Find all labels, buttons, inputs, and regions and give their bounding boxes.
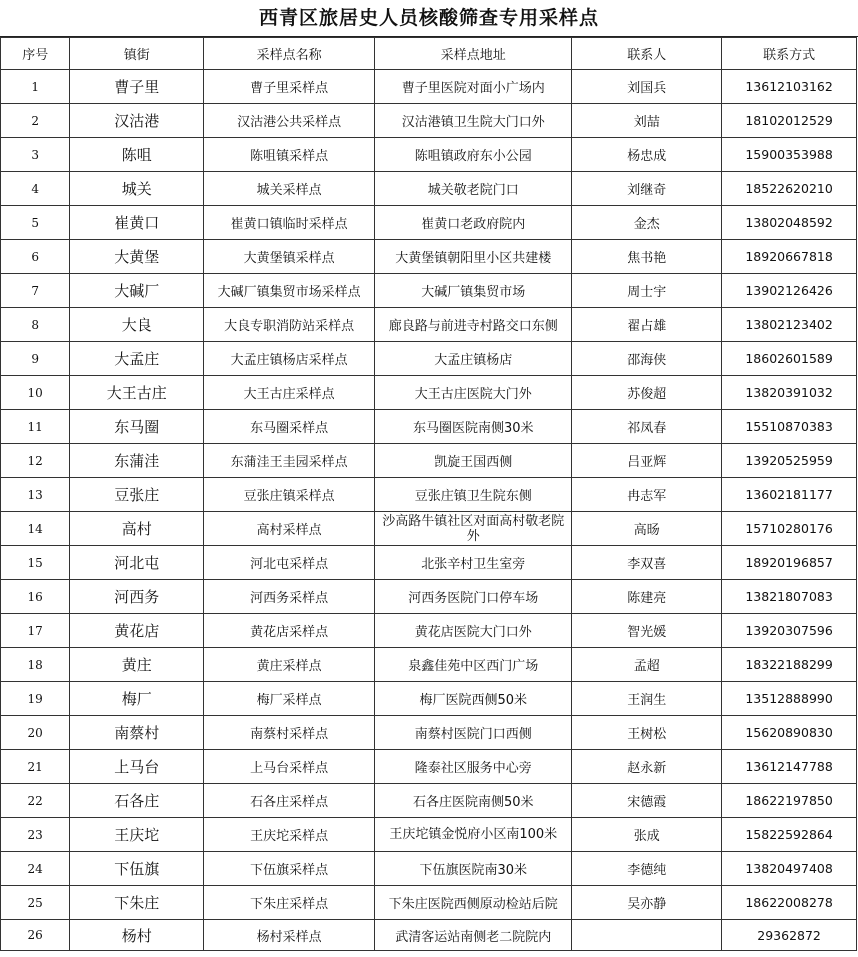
cell-site-name[interactable]: 黄花店采样点: [204, 614, 375, 648]
cell-phone[interactable]: 18102012529: [722, 104, 857, 138]
cell-contact[interactable]: 孟超: [572, 648, 722, 682]
cell-site-address[interactable]: 大碱厂镇集贸市场: [375, 274, 572, 308]
table-row: [1, 70, 857, 104]
cell-site-name[interactable]: 石各庄采样点: [204, 784, 375, 818]
cell-site-address[interactable]: 沙高路牛镇社区对面高村敬老院外: [375, 512, 572, 546]
cell-no[interactable]: 6: [1, 240, 70, 274]
table-row: [1, 818, 857, 852]
cell-site-name[interactable]: 豆张庄镇采样点: [204, 478, 375, 512]
cell-town[interactable]: 黄庄: [70, 648, 204, 682]
cell-town[interactable]: 石各庄: [70, 784, 204, 818]
cell-contact[interactable]: 刘喆: [572, 104, 722, 138]
header-site-name[interactable]: 采样点名称: [204, 38, 375, 70]
table-row: [1, 716, 857, 750]
table-row: [1, 648, 857, 682]
cell-phone[interactable]: 13602181177: [722, 478, 857, 512]
cell-contact[interactable]: 李德纯: [572, 852, 722, 886]
cell-site-address[interactable]: 南蔡村医院门口西侧: [375, 716, 572, 750]
cell-site-address[interactable]: 河西务医院门口停车场: [375, 580, 572, 614]
header-contact[interactable]: 联系人: [572, 38, 722, 70]
cell-site-name[interactable]: 杨村采样点: [204, 920, 375, 951]
cell-phone[interactable]: 18322188299: [722, 648, 857, 682]
cell-site-address[interactable]: 大黄堡镇朝阳里小区共建楼: [375, 240, 572, 274]
cell-town[interactable]: 高村: [70, 512, 204, 546]
cell-town[interactable]: 黄花店: [70, 614, 204, 648]
cell-contact[interactable]: 金杰: [572, 206, 722, 240]
table-row: [1, 580, 857, 614]
table-row: [1, 274, 857, 308]
cell-town[interactable]: 大碱厂: [70, 274, 204, 308]
cell-no[interactable]: 19: [1, 682, 70, 716]
cell-site-name[interactable]: 大黄堡镇采样点: [204, 240, 375, 274]
cell-site-name[interactable]: 陈咀镇采样点: [204, 138, 375, 172]
cell-site-address[interactable]: 北张辛村卫生室旁: [375, 546, 572, 580]
header-no[interactable]: 序号: [1, 38, 70, 70]
table-body: [1, 70, 857, 951]
cell-site-address[interactable]: 黄花店医院大门口外: [375, 614, 572, 648]
cell-no[interactable]: 26: [1, 920, 70, 951]
cell-town[interactable]: 曹子里: [70, 70, 204, 104]
cell-no[interactable]: 21: [1, 750, 70, 784]
table-row: [1, 138, 857, 172]
cell-town[interactable]: 河北屯: [70, 546, 204, 580]
cell-site-name[interactable]: 上马台采样点: [204, 750, 375, 784]
cell-town[interactable]: 大黄堡: [70, 240, 204, 274]
cell-contact[interactable]: 张成: [572, 818, 722, 852]
header-phone[interactable]: 联系方式: [722, 38, 857, 70]
header-site-address[interactable]: 采样点地址: [375, 38, 572, 70]
cell-site-name[interactable]: 河西务采样点: [204, 580, 375, 614]
cell-contact[interactable]: 祁凤春: [572, 410, 722, 444]
cell-site-address[interactable]: 廊良路与前进寺村路交口东侧: [375, 308, 572, 342]
cell-phone[interactable]: 15822592864: [722, 818, 857, 852]
cell-site-name[interactable]: 大碱厂镇集贸市场采样点: [204, 274, 375, 308]
cell-no[interactable]: 18: [1, 648, 70, 682]
cell-phone[interactable]: 18622197850: [722, 784, 857, 818]
cell-contact[interactable]: 周士宇: [572, 274, 722, 308]
cell-no[interactable]: 23: [1, 818, 70, 852]
cell-site-name[interactable]: 河北屯采样点: [204, 546, 375, 580]
cell-no[interactable]: 17: [1, 614, 70, 648]
cell-no[interactable]: 14: [1, 512, 70, 546]
cell-site-address[interactable]: 崔黄口老政府院内: [375, 206, 572, 240]
cell-phone[interactable]: 15620890830: [722, 716, 857, 750]
cell-site-name[interactable]: 高村采样点: [204, 512, 375, 546]
cell-no[interactable]: 25: [1, 886, 70, 920]
cell-town[interactable]: 东蒲洼: [70, 444, 204, 478]
cell-site-address[interactable]: 隆泰社区服务中心旁: [375, 750, 572, 784]
sheet-title: 西青区旅居史人员核酸筛查专用采样点: [0, 0, 858, 37]
cell-phone[interactable]: 15510870383: [722, 410, 857, 444]
cell-no[interactable]: 11: [1, 410, 70, 444]
cell-phone[interactable]: 18920196857: [722, 546, 857, 580]
table-row: [1, 886, 857, 920]
cell-contact[interactable]: 陈建亮: [572, 580, 722, 614]
table-row: [1, 444, 857, 478]
cell-phone[interactable]: 18920667818: [722, 240, 857, 274]
cell-site-name[interactable]: 曹子里采样点: [204, 70, 375, 104]
cell-town[interactable]: 崔黄口: [70, 206, 204, 240]
cell-phone[interactable]: 13821807083: [722, 580, 857, 614]
cell-town[interactable]: 大良: [70, 308, 204, 342]
cell-no[interactable]: 10: [1, 376, 70, 410]
cell-site-address[interactable]: 陈咀镇政府东小公园: [375, 138, 572, 172]
cell-site-name[interactable]: 梅厂采样点: [204, 682, 375, 716]
cell-site-name[interactable]: 大王古庄采样点: [204, 376, 375, 410]
cell-site-name[interactable]: 汉沽港公共采样点: [204, 104, 375, 138]
table-row: [1, 784, 857, 818]
cell-town[interactable]: 下伍旗: [70, 852, 204, 886]
cell-town[interactable]: 大孟庄: [70, 342, 204, 376]
cell-site-name[interactable]: 南蔡村采样点: [204, 716, 375, 750]
table-row: [1, 852, 857, 886]
cell-contact[interactable]: 王润生: [572, 682, 722, 716]
cell-town[interactable]: 南蔡村: [70, 716, 204, 750]
cell-town[interactable]: 陈咀: [70, 138, 204, 172]
cell-contact[interactable]: 赵永新: [572, 750, 722, 784]
cell-contact[interactable]: 杨忠成: [572, 138, 722, 172]
header-row: [1, 38, 857, 70]
cell-contact[interactable]: 高旸: [572, 512, 722, 546]
cell-contact[interactable]: 智光媛: [572, 614, 722, 648]
cell-contact[interactable]: 翟占雄: [572, 308, 722, 342]
cell-phone[interactable]: 13820391032: [722, 376, 857, 410]
table-row: [1, 206, 857, 240]
cell-contact[interactable]: 冉志军: [572, 478, 722, 512]
cell-no[interactable]: 5: [1, 206, 70, 240]
table-row: [1, 376, 857, 410]
cell-phone[interactable]: 13820497408: [722, 852, 857, 886]
cell-phone[interactable]: 13802048592: [722, 206, 857, 240]
cell-contact[interactable]: 李双喜: [572, 546, 722, 580]
cell-phone[interactable]: 13802123402: [722, 308, 857, 342]
cell-site-address[interactable]: 城关敬老院门口: [375, 172, 572, 206]
cell-site-address[interactable]: 大王古庄医院大门外: [375, 376, 572, 410]
cell-phone[interactable]: 13612103162: [722, 70, 857, 104]
cell-site-name[interactable]: 东马圈采样点: [204, 410, 375, 444]
sampling-sites-table: [0, 37, 857, 951]
cell-no[interactable]: 4: [1, 172, 70, 206]
cell-no[interactable]: 3: [1, 138, 70, 172]
cell-site-address[interactable]: 下伍旗医院南30米: [375, 852, 572, 886]
cell-phone[interactable]: 18522620210: [722, 172, 857, 206]
cell-town[interactable]: 下朱庄: [70, 886, 204, 920]
cell-no[interactable]: 8: [1, 308, 70, 342]
table-row: [1, 478, 857, 512]
cell-site-name[interactable]: 王庆坨采样点: [204, 818, 375, 852]
cell-site-name[interactable]: 大孟庄镇杨店采样点: [204, 342, 375, 376]
cell-phone[interactable]: 15900353988: [722, 138, 857, 172]
cell-no[interactable]: 16: [1, 580, 70, 614]
cell-phone[interactable]: 15710280176: [722, 512, 857, 546]
cell-phone[interactable]: 13612147788: [722, 750, 857, 784]
cell-site-name[interactable]: 下伍旗采样点: [204, 852, 375, 886]
table-row: [1, 750, 857, 784]
cell-site-address[interactable]: 豆张庄镇卫生院东侧: [375, 478, 572, 512]
cell-site-name[interactable]: 东蒲洼王圭园采样点: [204, 444, 375, 478]
cell-contact[interactable]: 苏俊超: [572, 376, 722, 410]
header-town[interactable]: 镇街: [70, 38, 204, 70]
table-row: [1, 546, 857, 580]
cell-phone[interactable]: 29362872: [722, 920, 857, 951]
cell-contact[interactable]: 焦书艳: [572, 240, 722, 274]
cell-no[interactable]: 12: [1, 444, 70, 478]
cell-site-address[interactable]: 下朱庄医院西侧原动检站后院: [375, 886, 572, 920]
cell-no[interactable]: 22: [1, 784, 70, 818]
cell-no[interactable]: 1: [1, 70, 70, 104]
cell-site-address[interactable]: 石各庄医院南侧50米: [375, 784, 572, 818]
cell-phone[interactable]: 13920525959: [722, 444, 857, 478]
cell-contact[interactable]: 邵海侠: [572, 342, 722, 376]
cell-contact[interactable]: [572, 920, 722, 951]
cell-town[interactable]: 王庆坨: [70, 818, 204, 852]
table-row: [1, 682, 857, 716]
cell-phone[interactable]: 13902126426: [722, 274, 857, 308]
cell-town[interactable]: 东马圈: [70, 410, 204, 444]
table-row: [1, 920, 857, 951]
cell-site-name[interactable]: 大良专职消防站采样点: [204, 308, 375, 342]
cell-no[interactable]: 20: [1, 716, 70, 750]
cell-site-address[interactable]: 东马圈医院南侧30米: [375, 410, 572, 444]
table-row: [1, 104, 857, 138]
cell-site-address[interactable]: 梅厂医院西侧50米: [375, 682, 572, 716]
cell-contact[interactable]: 刘继奇: [572, 172, 722, 206]
cell-site-name[interactable]: 城关采样点: [204, 172, 375, 206]
table-row: [1, 512, 857, 546]
cell-site-address[interactable]: 汉沽港镇卫生院大门口外: [375, 104, 572, 138]
cell-town[interactable]: 城关: [70, 172, 204, 206]
cell-town[interactable]: 上马台: [70, 750, 204, 784]
cell-town[interactable]: 大王古庄: [70, 376, 204, 410]
cell-site-name[interactable]: 崔黄口镇临时采样点: [204, 206, 375, 240]
cell-no[interactable]: 9: [1, 342, 70, 376]
cell-phone[interactable]: 13512888990: [722, 682, 857, 716]
cell-town[interactable]: 杨村: [70, 920, 204, 951]
cell-site-address[interactable]: 武清客运站南侧老二院院内: [375, 920, 572, 951]
cell-site-address[interactable]: 凯旋王国西侧: [375, 444, 572, 478]
cell-contact[interactable]: 吴亦静: [572, 886, 722, 920]
cell-site-address[interactable]: 曹子里医院对面小广场内: [375, 70, 572, 104]
table-row: [1, 614, 857, 648]
cell-site-address[interactable]: 泉鑫佳苑中区西门广场: [375, 648, 572, 682]
cell-town[interactable]: 豆张庄: [70, 478, 204, 512]
cell-contact[interactable]: 刘国兵: [572, 70, 722, 104]
cell-no[interactable]: 2: [1, 104, 70, 138]
cell-contact[interactable]: 王树松: [572, 716, 722, 750]
cell-site-address[interactable]: 大孟庄镇杨店: [375, 342, 572, 376]
cell-no[interactable]: 24: [1, 852, 70, 886]
cell-phone[interactable]: 18622008278: [722, 886, 857, 920]
cell-no[interactable]: 13: [1, 478, 70, 512]
table-row: [1, 308, 857, 342]
cell-contact[interactable]: 吕亚辉: [572, 444, 722, 478]
cell-site-address[interactable]: 王庆坨镇金悦府小区南100米: [375, 818, 572, 852]
cell-contact[interactable]: 宋德霞: [572, 784, 722, 818]
cell-no[interactable]: 7: [1, 274, 70, 308]
table-row: [1, 342, 857, 376]
table-row: [1, 172, 857, 206]
cell-town[interactable]: 汉沽港: [70, 104, 204, 138]
cell-site-name[interactable]: 黄庄采样点: [204, 648, 375, 682]
cell-phone[interactable]: 13920307596: [722, 614, 857, 648]
cell-phone[interactable]: 18602601589: [722, 342, 857, 376]
table-row: [1, 410, 857, 444]
cell-town[interactable]: 梅厂: [70, 682, 204, 716]
table-row: [1, 240, 857, 274]
cell-no[interactable]: 15: [1, 546, 70, 580]
cell-town[interactable]: 河西务: [70, 580, 204, 614]
cell-site-name[interactable]: 下朱庄采样点: [204, 886, 375, 920]
